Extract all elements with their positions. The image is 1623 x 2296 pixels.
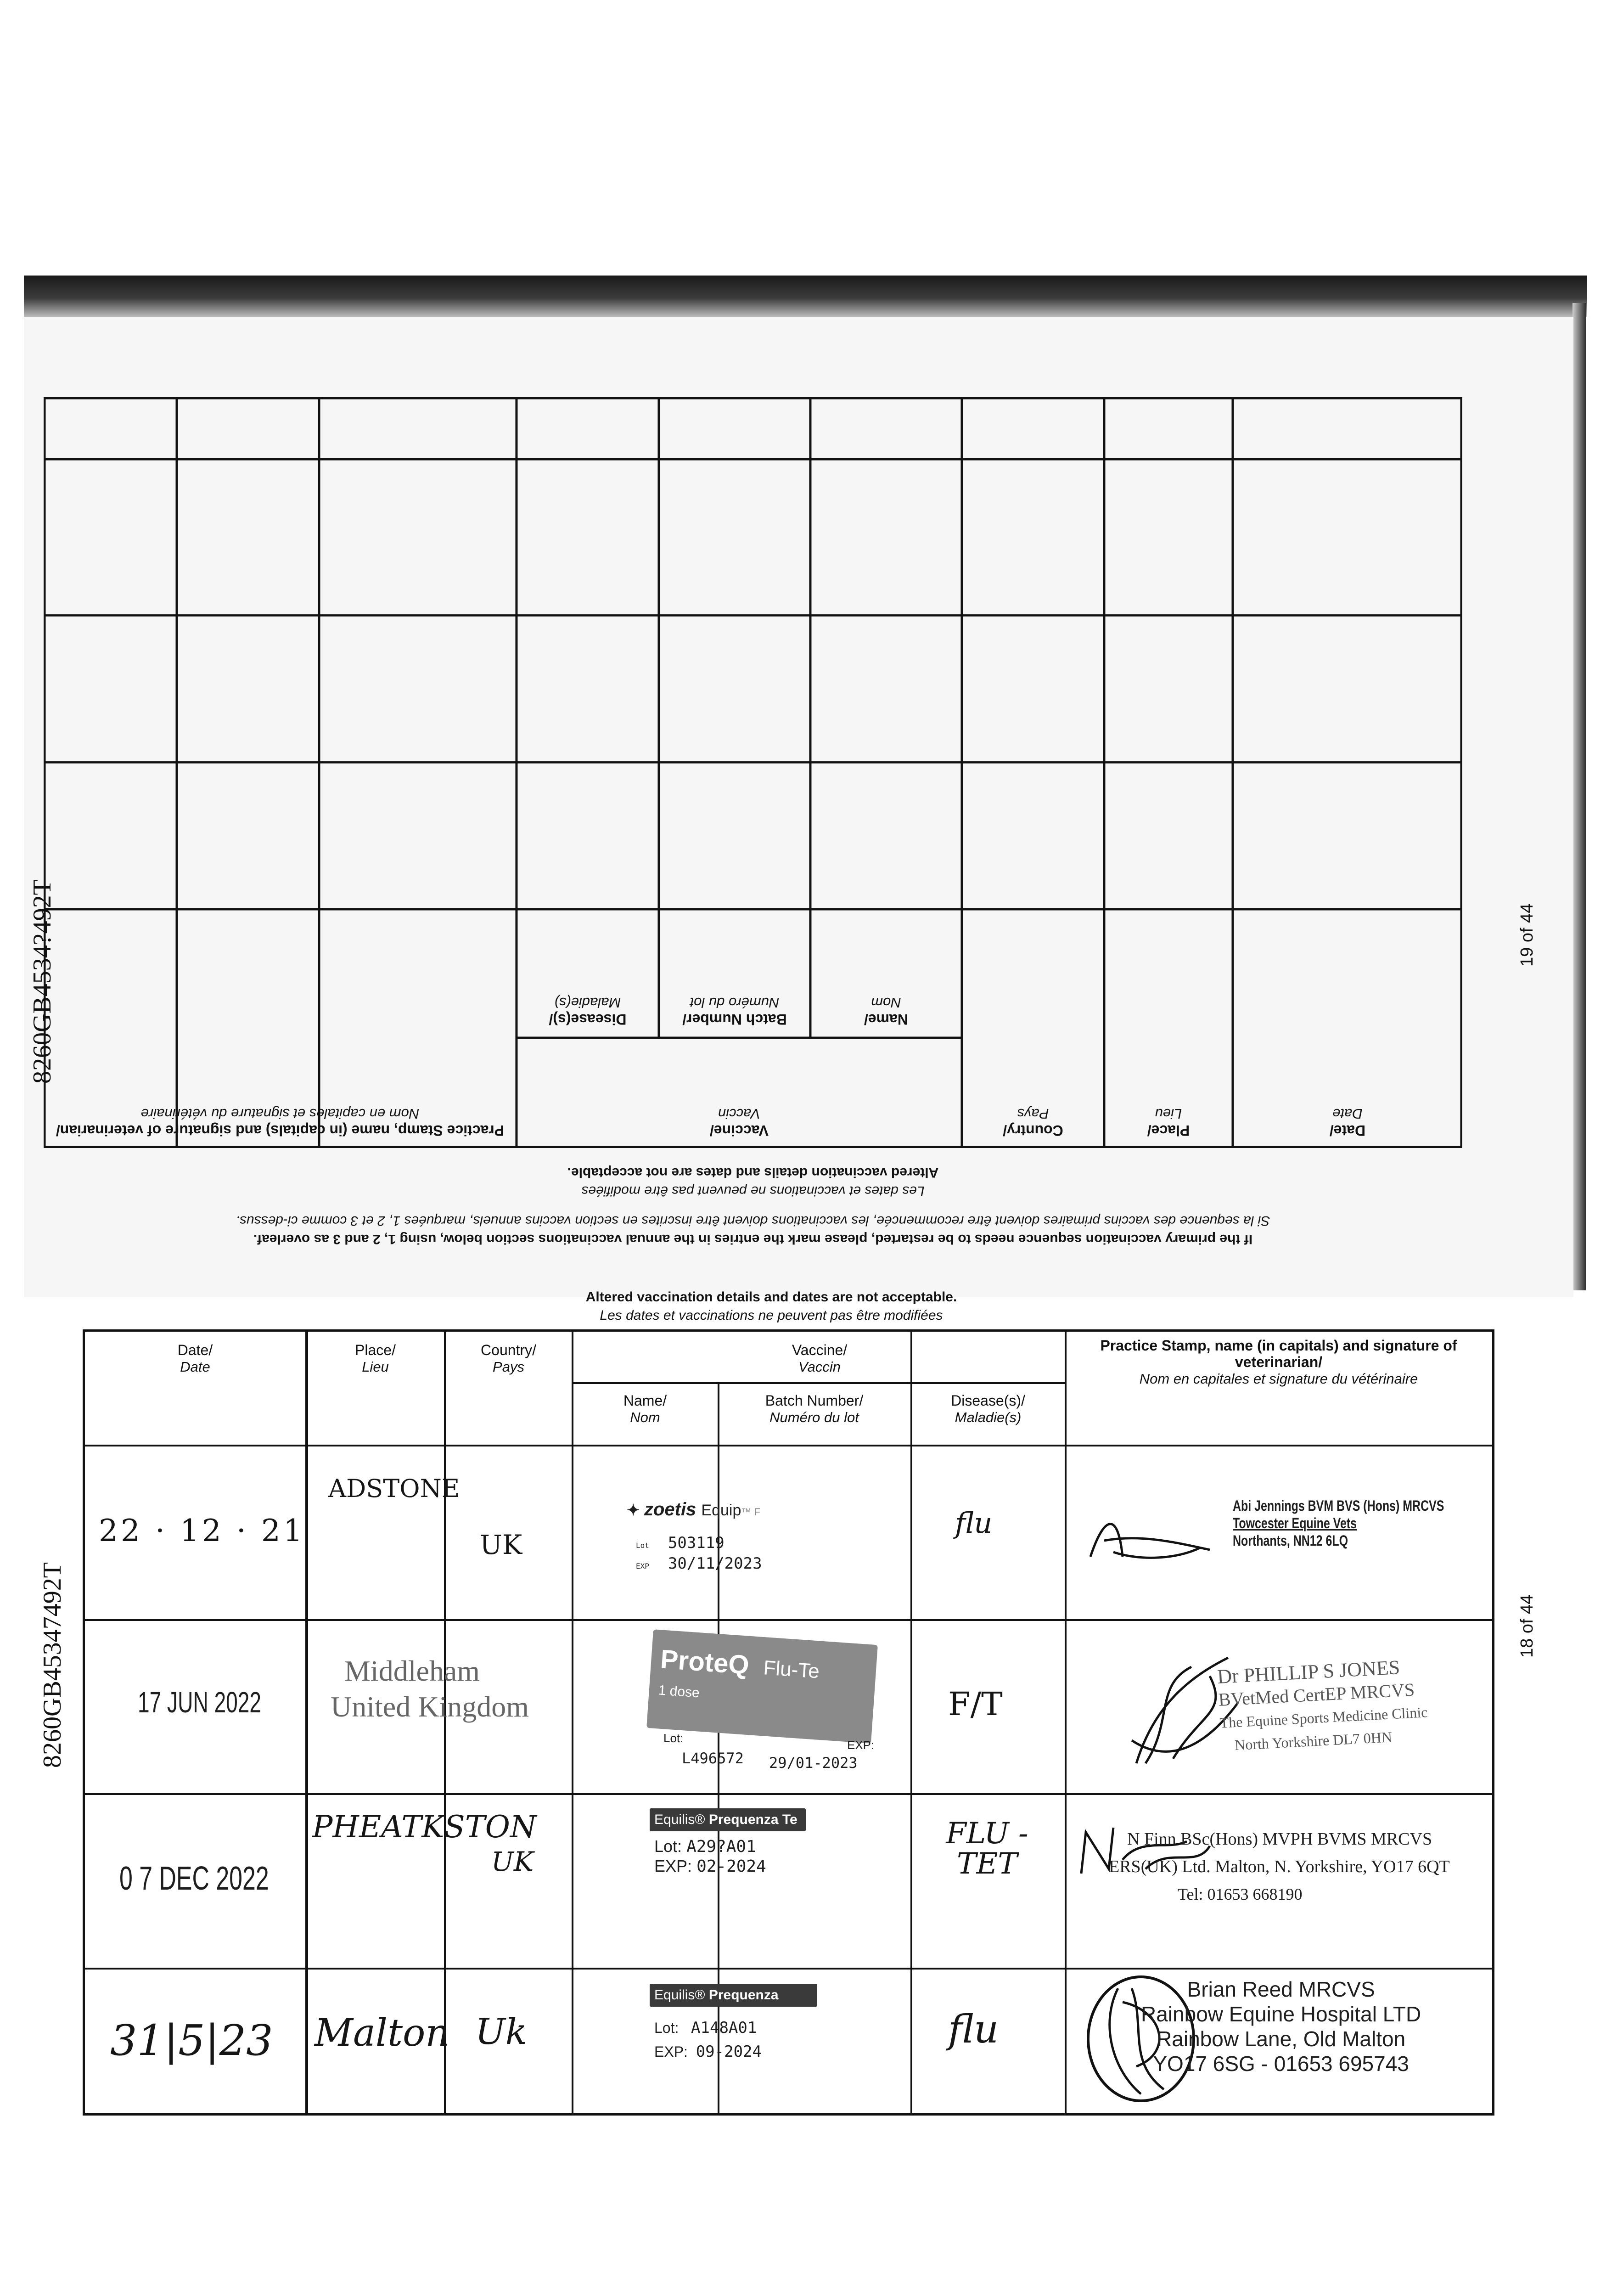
row1-disease: flu bbox=[955, 1506, 993, 1540]
row2-exp-label: EXP: bbox=[847, 1738, 875, 1752]
row4-vaccine-label: Equilis® Prequenza bbox=[650, 1984, 817, 2007]
header-name: Name/ Nom bbox=[623, 1392, 667, 1425]
top-page-rotated-table bbox=[44, 397, 1462, 1247]
zoetis-mark-icon: ✦ bbox=[627, 1502, 644, 1519]
header-batch: Batch Number/ Numéro du lot bbox=[765, 1392, 864, 1425]
row2-exp: 29/01-2023 bbox=[769, 1754, 858, 1772]
header-vaccine: Vaccine/ Vaccin bbox=[792, 1342, 848, 1375]
book-spine-edge bbox=[24, 276, 1587, 317]
header-country: Country/ Pays bbox=[481, 1342, 536, 1375]
top-header-practice: Practice Stamp, name (in capitals) and signature of veterinarian/ Nom en capitales et signature du vétérinaire bbox=[56, 1106, 505, 1139]
row2-date-stamp: 17 JUN 2022 bbox=[138, 1686, 261, 1719]
row1-exp: EXP 30/11/2023 bbox=[636, 1554, 762, 1573]
row1-place: ADSTONE bbox=[328, 1474, 460, 1503]
top-header-disease: Disease(s)/ Maladie(s) bbox=[549, 995, 627, 1028]
top-notice-restart-fr: Si la sequence des vaccins primaires doivent être recommencée, les vaccinations doivent être inscrites en section vaccins annuels, marquées 1, 2 et 3 comme ci-dessus. bbox=[236, 1213, 1270, 1228]
top-page-number: 19 of 44 bbox=[1517, 903, 1537, 967]
row3-lot-exp: Lot: A29?A01 EXP: 02-2024 bbox=[654, 1837, 766, 1876]
row-divider bbox=[85, 1445, 1492, 1446]
row1-country: UK bbox=[480, 1529, 522, 1560]
top-table-grid bbox=[44, 397, 1462, 1148]
col-divider bbox=[1065, 1332, 1067, 2113]
bottom-page-number: 18 of 44 bbox=[1517, 1594, 1537, 1658]
row1-lot: Lot 503119 bbox=[636, 1534, 724, 1552]
row4-place: Malton bbox=[314, 2011, 450, 2055]
row3-country: UK bbox=[491, 1846, 534, 1877]
row3-place: PHEATKSTON bbox=[312, 1809, 537, 1845]
row2-place-stamp: Middleham United Kingdom bbox=[331, 1654, 529, 1723]
top-header-country: Country/ Pays bbox=[1003, 1106, 1063, 1139]
vaccination-table bbox=[83, 1329, 1494, 2116]
top-notice-altered-en: Altered vaccination details and dates are not acceptable. bbox=[567, 1165, 939, 1180]
row2-disease: F/T bbox=[948, 1685, 1003, 1723]
row1-practice-stamp: Abi Jennings BVM BVS (Hons) MRCVS Towcester Equine Vets Northants, NN12 6LQ bbox=[1233, 1497, 1444, 1549]
col-divider bbox=[910, 1332, 912, 2113]
notice-altered-en: Altered vaccination details and dates are not acceptable. bbox=[585, 1289, 957, 1305]
book-side-edge bbox=[1572, 303, 1586, 1290]
row3-practice-stamp: N Finn BSc(Hons) MVPH BVMS MRCVS ERS(UK) Ltd. Malton, N. Yorkshire, YO17 6QT Tel: 01653 668190 bbox=[1109, 1829, 1450, 1903]
col-divider bbox=[572, 1332, 573, 2113]
row4-country: Uk bbox=[475, 2011, 528, 2053]
row2-lot: L496572 bbox=[682, 1750, 744, 1767]
header-disease: Disease(s)/ Maladie(s) bbox=[951, 1392, 1025, 1425]
top-notice-altered-fr: Les dates et vaccinations ne peuvent pas être modifiées bbox=[581, 1183, 925, 1199]
row2-lot-label: Lot: bbox=[663, 1731, 684, 1745]
row1-date: 22 · 12 · 21 bbox=[99, 1513, 305, 1548]
row3-date-stamp: 0 7 DEC 2022 bbox=[119, 1860, 269, 1897]
header-date: Date/ Date bbox=[177, 1342, 213, 1375]
notice-altered-fr: Les dates et vaccinations ne peuvent pas être modifiées bbox=[600, 1308, 943, 1323]
row2-practice-stamp: Dr PHILLIP S JONES BVetMed CertEP MRCVS The Equine Sports Medicine Clinic North Yorkshire DL7 0HN bbox=[1217, 1656, 1428, 1754]
row3-vaccine-label: Equilis® Prequenza Te bbox=[650, 1808, 806, 1831]
top-header-place: Place/ Lieu bbox=[1147, 1106, 1190, 1139]
row4-lot-exp: Lot: A148A01 EXP: 09-2024 bbox=[654, 2019, 762, 2061]
top-header-vaccine: Vaccine/ Vaccin bbox=[709, 1106, 769, 1139]
row4-date: 31|5|23 bbox=[110, 2016, 273, 2065]
row-divider bbox=[85, 1793, 1492, 1795]
row4-disease: flu bbox=[948, 2007, 999, 2052]
top-header-name: Name/ Nom bbox=[864, 995, 909, 1028]
top-header-date: Date/ Date bbox=[1329, 1106, 1366, 1139]
row-divider bbox=[85, 1968, 1492, 1970]
row1-vaccine-label: ✦ zoetis Equip™ F bbox=[627, 1499, 760, 1519]
row3-disease: FLU - TET bbox=[946, 1817, 1028, 1881]
top-page-side-id: 8260GB4534?492T bbox=[28, 879, 56, 1084]
bottom-page-side-id: 8260GB45347492T bbox=[38, 1562, 67, 1768]
row2-vaccine-label: ProteQ Flu-Te 1 dose bbox=[646, 1629, 878, 1744]
row4-practice-stamp: Brian Reed MRCVS Rainbow Equine Hospital LTD Rainbow Lane, Old Malton YO17 6SG - 01653 695743 bbox=[1141, 1977, 1421, 2076]
row-divider bbox=[85, 1619, 1492, 1621]
top-header-batch: Batch Number/ Numéro du lot bbox=[682, 995, 787, 1028]
row-divider bbox=[572, 1382, 1067, 1384]
row1-signature bbox=[1086, 1506, 1224, 1566]
header-place: Place/ Lieu bbox=[355, 1342, 396, 1375]
top-notice-restart-en: If the primary vaccination sequence needs to be restarted, please mark the entries in the annual vaccinations section below, using 1, 2 and 3 as overleaf. bbox=[253, 1232, 1253, 1247]
header-practice: Practice Stamp, name (in capitals) and signature of veterinarian/ Nom en capitales et signature du vétérinaire bbox=[1100, 1337, 1457, 1387]
